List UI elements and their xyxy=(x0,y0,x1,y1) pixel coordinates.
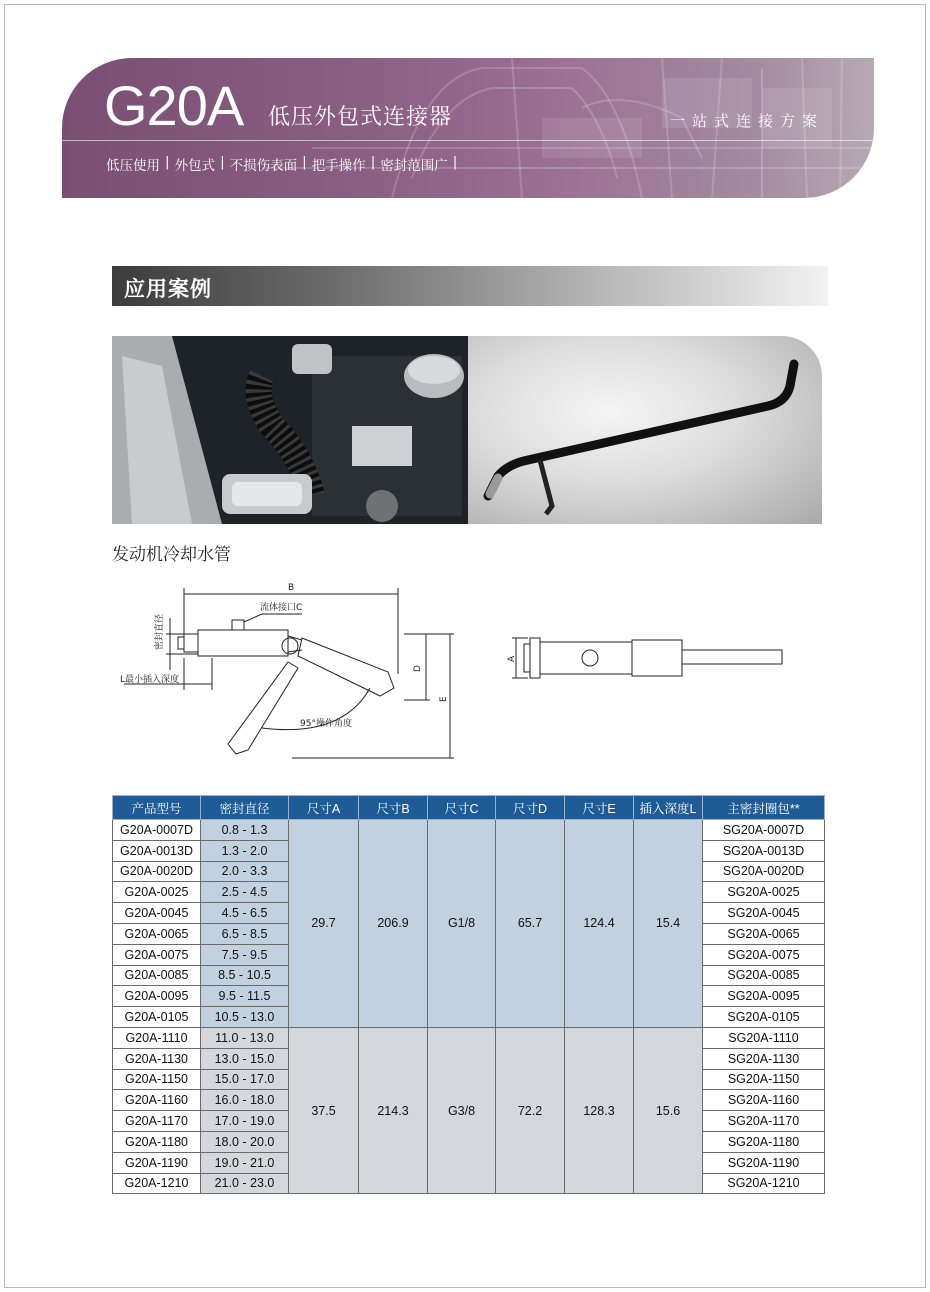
dim-label-seal-diameter: 密封直径 xyxy=(155,613,165,650)
tube-photo xyxy=(468,336,822,524)
model-cell: G20A-1150 xyxy=(113,1069,201,1090)
seal-diameter-cell: 13.0 - 15.0 xyxy=(201,1048,289,1069)
seal-kit-cell: SG20A-1150 xyxy=(703,1069,825,1090)
seal-kit-cell: SG20A-1110 xyxy=(703,1027,825,1048)
dim-e-cell: 128.3 xyxy=(565,1027,634,1193)
insert-depth-cell: 15.4 xyxy=(634,820,703,1028)
feature-tag: 外包式 xyxy=(174,158,216,174)
col-header: 产品型号 xyxy=(113,796,201,820)
section-heading-bar xyxy=(112,266,828,306)
model-cell: G20A-0085 xyxy=(113,965,201,986)
model-cell: G20A-0020D xyxy=(113,861,201,882)
col-header: 主密封圈包** xyxy=(703,796,825,820)
dim-d-cell: 65.7 xyxy=(496,820,565,1028)
seal-diameter-cell: 16.0 - 18.0 xyxy=(201,1090,289,1111)
model-cell: G20A-1130 xyxy=(113,1048,201,1069)
seal-kit-cell: SG20A-0013D xyxy=(703,840,825,861)
feature-tag: 把手操作 xyxy=(311,158,366,174)
seal-diameter-cell: 0.8 - 1.3 xyxy=(201,820,289,841)
dim-label-insert-depth: L最小插入深度 xyxy=(120,675,180,685)
dim-a-cell: 37.5 xyxy=(289,1027,359,1193)
seal-kit-cell: SG20A-1130 xyxy=(703,1048,825,1069)
feature-tag: 不损伤表面 xyxy=(229,158,298,174)
model-cell: G20A-0007D xyxy=(113,820,201,841)
feature-tag: 密封范围广 xyxy=(380,158,448,174)
seal-kit-cell: SG20A-0065 xyxy=(703,923,825,944)
seal-diameter-cell: 8.5 - 10.5 xyxy=(201,965,289,986)
seal-diameter-cell: 11.0 - 13.0 xyxy=(201,1027,289,1048)
product-code: G20A xyxy=(104,74,244,137)
dim-label-fluid-port: 流体接口C xyxy=(260,603,303,613)
dim-c-cell: G1/8 xyxy=(428,820,496,1028)
model-cell: G20A-1180 xyxy=(113,1131,201,1152)
seal-diameter-cell: 17.0 - 19.0 xyxy=(201,1111,289,1132)
dim-a-cell: 29.7 xyxy=(289,820,359,1028)
seal-kit-cell: SG20A-1190 xyxy=(703,1152,825,1173)
model-cell: G20A-1210 xyxy=(113,1173,201,1194)
seal-diameter-cell: 10.5 - 13.0 xyxy=(201,1007,289,1028)
model-cell: G20A-1190 xyxy=(113,1152,201,1173)
seal-kit-cell: SG20A-0105 xyxy=(703,1007,825,1028)
seal-kit-cell: SG20A-0085 xyxy=(703,965,825,986)
col-header: 密封直径 xyxy=(201,796,289,820)
product-title: 低压外包式连接器 xyxy=(268,105,453,130)
table-row xyxy=(113,1027,825,1048)
model-cell: G20A-0045 xyxy=(113,903,201,924)
seal-diameter-cell: 19.0 - 21.0 xyxy=(201,1152,289,1173)
dim-label-e: E xyxy=(439,696,449,702)
col-header: 尺寸E xyxy=(565,796,634,820)
slogan: 一站式连接方案 xyxy=(670,112,825,130)
seal-diameter-cell: 1.3 - 2.0 xyxy=(201,840,289,861)
col-header: 尺寸A xyxy=(289,796,359,820)
seal-kit-cell: SG20A-1160 xyxy=(703,1090,825,1111)
col-header: 尺寸B xyxy=(359,796,428,820)
spec-table xyxy=(112,795,825,1194)
application-caption: 发动机冷却水管 xyxy=(112,545,231,565)
dim-b-cell: 206.9 xyxy=(359,820,428,1028)
dim-d-cell: 72.2 xyxy=(496,1027,565,1193)
banner-divider xyxy=(62,140,874,141)
dim-label-a: A xyxy=(507,655,517,662)
dim-e-cell: 124.4 xyxy=(565,820,634,1028)
model-cell: G20A-0013D xyxy=(113,840,201,861)
seal-kit-cell: SG20A-1170 xyxy=(703,1111,825,1132)
col-header: 插入深度L xyxy=(634,796,703,820)
seal-diameter-cell: 15.0 - 17.0 xyxy=(201,1069,289,1090)
section-title: 应用案例 xyxy=(124,277,212,301)
col-header: 尺寸C xyxy=(428,796,496,820)
seal-diameter-cell: 4.5 - 6.5 xyxy=(201,903,289,924)
seal-diameter-cell: 2.5 - 4.5 xyxy=(201,882,289,903)
feature-tag: 低压使用 xyxy=(106,158,160,174)
col-header: 尺寸D xyxy=(496,796,565,820)
feature-tags: 低压使用 | 外包式 | 不损伤表面 | 把手操作 | 密封范围广 | xyxy=(106,154,458,174)
insert-depth-cell: 15.6 xyxy=(634,1027,703,1193)
seal-kit-cell: SG20A-0045 xyxy=(703,903,825,924)
dim-b-cell: 214.3 xyxy=(359,1027,428,1193)
seal-diameter-cell: 18.0 - 20.0 xyxy=(201,1131,289,1152)
seal-kit-cell: SG20A-0075 xyxy=(703,944,825,965)
dim-label-b: B xyxy=(288,583,295,593)
model-cell: G20A-0075 xyxy=(113,944,201,965)
seal-diameter-cell: 2.0 - 3.3 xyxy=(201,861,289,882)
table-row xyxy=(113,820,825,841)
table-header-row xyxy=(113,796,825,820)
model-cell: G20A-1110 xyxy=(113,1027,201,1048)
seal-diameter-cell: 7.5 - 9.5 xyxy=(201,944,289,965)
dim-label-angle: 95°操作角度 xyxy=(300,719,352,729)
seal-kit-cell: SG20A-1210 xyxy=(703,1173,825,1194)
seal-kit-cell: SG20A-0025 xyxy=(703,882,825,903)
model-cell: G20A-0095 xyxy=(113,986,201,1007)
seal-diameter-cell: 21.0 - 23.0 xyxy=(201,1173,289,1194)
seal-kit-cell: SG20A-0095 xyxy=(703,986,825,1007)
seal-diameter-cell: 6.5 - 8.5 xyxy=(201,923,289,944)
engine-photo xyxy=(112,336,468,524)
seal-diameter-cell: 9.5 - 11.5 xyxy=(201,986,289,1007)
model-cell: G20A-1170 xyxy=(113,1111,201,1132)
seal-kit-cell: SG20A-0007D xyxy=(703,820,825,841)
model-cell: G20A-1160 xyxy=(113,1090,201,1111)
seal-kit-cell: SG20A-0020D xyxy=(703,861,825,882)
model-cell: G20A-0025 xyxy=(113,882,201,903)
dimension-drawing xyxy=(112,578,828,768)
model-cell: G20A-0065 xyxy=(113,923,201,944)
dim-c-cell: G3/8 xyxy=(428,1027,496,1193)
dim-label-d: D xyxy=(413,665,423,672)
seal-kit-cell: SG20A-1180 xyxy=(703,1131,825,1152)
model-cell: G20A-0105 xyxy=(113,1007,201,1028)
